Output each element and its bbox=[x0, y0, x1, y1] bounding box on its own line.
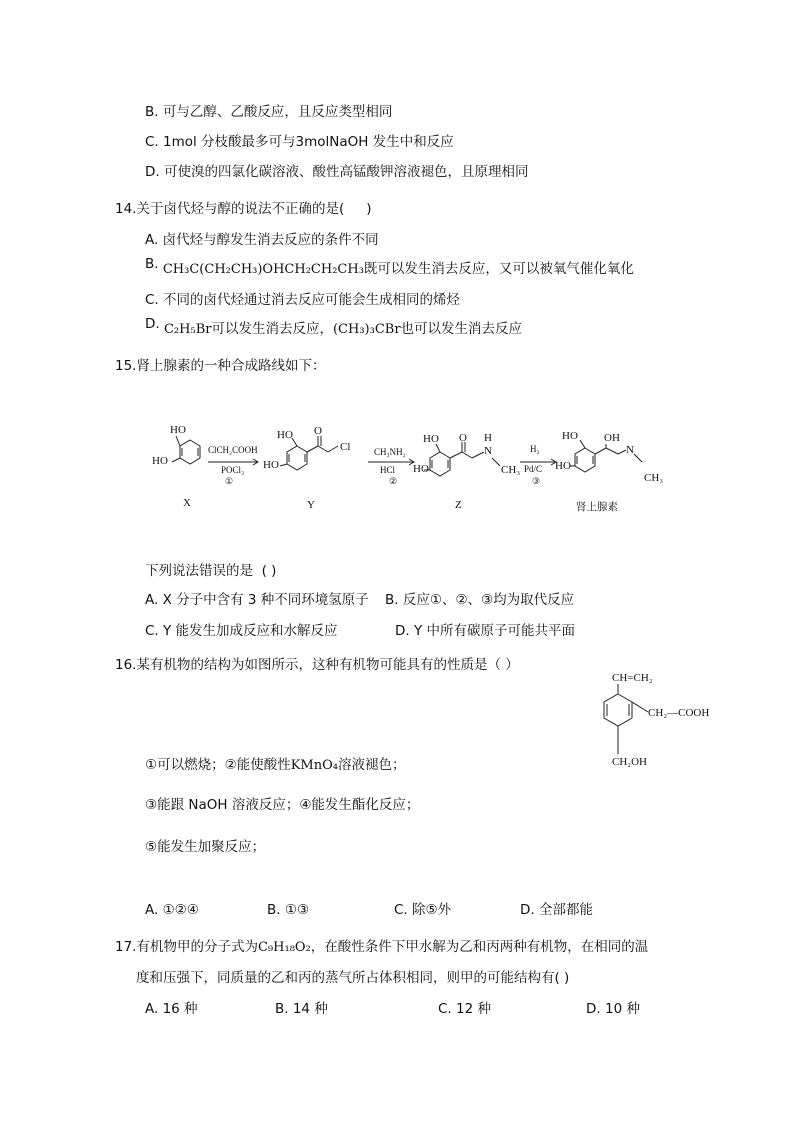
q16-option-a: A. ①②④ bbox=[145, 902, 199, 918]
q17-stem-b: ，在酸性条件下甲水解为乙和丙两种有机物，在相同的温 bbox=[310, 939, 649, 955]
q14-option-d-text2: 也可以发生消去反应 bbox=[400, 321, 523, 337]
q14-option-b-text: 既可以发生消去反应，又可以被氧气催化氧化 bbox=[363, 261, 634, 277]
z-n: N bbox=[484, 445, 492, 457]
reagent-1-bottom: POCl₃ bbox=[221, 465, 245, 475]
step-2: ② bbox=[389, 476, 398, 486]
product-ho-top: HO bbox=[562, 430, 578, 442]
q17-option-c: C. 12 种 bbox=[438, 1001, 491, 1017]
q13-option-d: D. 可使溴的四氯化碳溶液、酸性高锰酸钾溶液褪色，且原理相同 bbox=[145, 164, 529, 180]
q16-property-1a: ①可以燃烧；②能使酸性 bbox=[145, 757, 291, 773]
reagent-1-top: ClCH₂COOH bbox=[208, 445, 258, 455]
q16-property-2: ③能跟 NaOH 溶液反应；④能发生酯化反应； bbox=[145, 797, 420, 813]
q16-acid: CH₂—COOH bbox=[648, 707, 710, 719]
z-ho-top: HO bbox=[423, 433, 439, 445]
q16-property-1 bbox=[145, 756, 405, 775]
y-carbonyl-o: O bbox=[314, 425, 322, 437]
step-1: ① bbox=[225, 476, 234, 486]
q16-vinyl: CH=CH₂ bbox=[612, 672, 653, 684]
q14-option-b-formula: CH₃C(CH₂CH₃)OHCH₂CH₂CH₃ bbox=[162, 262, 364, 277]
q14-option-b-label: B. bbox=[145, 256, 159, 272]
reagent-3-bottom: Pd/C bbox=[524, 464, 543, 474]
z-ch3: CH₃ bbox=[501, 464, 521, 476]
z-ho-left: HO bbox=[413, 463, 429, 475]
q16-option-d: D. 全部都能 bbox=[520, 902, 593, 918]
z-carbonyl-o: O bbox=[459, 432, 467, 444]
y-ho-top: HO bbox=[277, 429, 293, 441]
q15-question-paren: ( ) bbox=[261, 563, 277, 579]
q17-stem-formula: C₉H₁₈O₂ bbox=[257, 940, 311, 955]
product-ho-left: HO bbox=[555, 460, 571, 472]
q15-stem: 15.肾上腺素的一种合成路线如下： bbox=[115, 358, 326, 374]
q14-option-d-text1: 可以发生消去反应， bbox=[211, 321, 333, 337]
z-nh: H bbox=[484, 432, 492, 444]
q13-option-c: C. 1mol 分枝酸最多可与3molNaOH 发生中和反应 bbox=[145, 134, 454, 150]
q16-alcohol: CH₂OH bbox=[612, 756, 648, 768]
product-oh: OH bbox=[604, 432, 620, 444]
reagent-2-top: CH₃NH₂ bbox=[374, 447, 406, 457]
q17-stem bbox=[115, 938, 648, 957]
q16-stem: 16.某有机物的结构为如图所示，这种有机物可能具有的性质是（ ） bbox=[115, 657, 519, 673]
reagent-3-top: H₂ bbox=[530, 444, 540, 454]
q16-property-1b: 溶液褪色； bbox=[337, 757, 406, 773]
x-label: X bbox=[183, 497, 191, 509]
q14-option-d-label: D. bbox=[145, 316, 160, 332]
q13-option-b: B. 可与乙醇、乙酸反应，且反应类型相同 bbox=[145, 104, 393, 120]
y-label: Y bbox=[307, 499, 315, 511]
q16-property-3: ⑤能发生加聚反应； bbox=[145, 839, 266, 855]
x-ho-top: HO bbox=[170, 424, 186, 436]
q17-stem-a: 17.有机物甲的分子式为 bbox=[115, 939, 258, 955]
step-3: ③ bbox=[532, 476, 541, 486]
q16-option-c: C. 除⑤外 bbox=[394, 902, 452, 918]
q15-option-c: C. Y 能发生加成反应和水解反应 bbox=[145, 623, 338, 639]
q17-option-d: D. 10 种 bbox=[586, 1001, 640, 1017]
z-label: Z bbox=[455, 499, 462, 511]
q14-option-d-formula2: (CH₃)₃CBr bbox=[332, 322, 401, 337]
product-label: 肾上腺素 bbox=[576, 502, 618, 513]
q17-option-a: A. 16 种 bbox=[145, 1001, 198, 1017]
q16-property-1-formula: KMnO₄ bbox=[290, 758, 338, 773]
q15-option-a: A. X 分子中含有 3 种不同环境氢原子 bbox=[145, 592, 369, 608]
q14-option-a: A. 卤代烃与醇发生消去反应的条件不同 bbox=[145, 232, 379, 248]
product-ch3: CH₃ bbox=[644, 472, 664, 484]
q17-option-b: B. 14 种 bbox=[275, 1001, 328, 1017]
reagent-2-bottom: HCl bbox=[380, 465, 396, 475]
y-ho-left: HO bbox=[263, 459, 279, 471]
q14-stem-text: 14.关于卤代烃与醇的说法不正确的是( bbox=[115, 201, 345, 217]
q14-stem-close: ) bbox=[366, 201, 372, 217]
y-cl: Cl bbox=[340, 441, 351, 453]
q14-option-c: C. 不同的卤代烃通过消去反应可能会生成相同的烯烃 bbox=[145, 292, 461, 308]
q15-question-text: 下列说法错误的是 bbox=[145, 563, 253, 579]
q15-option-d: D. Y 中所有碳原子可能共平面 bbox=[395, 623, 576, 639]
x-ho-left: HO bbox=[152, 455, 168, 467]
product-n: N bbox=[626, 444, 634, 456]
q17-stem-line2: 度和压强下，同质量的乙和丙的蒸气所占体积相同，则甲的可能结构有( ) bbox=[136, 970, 570, 986]
q16-option-b: B. ①③ bbox=[267, 902, 310, 918]
q14-option-d-formula1: C₂H₅Br bbox=[163, 322, 212, 337]
q15-option-b: B. 反应①、②、③均为取代反应 bbox=[385, 592, 575, 608]
